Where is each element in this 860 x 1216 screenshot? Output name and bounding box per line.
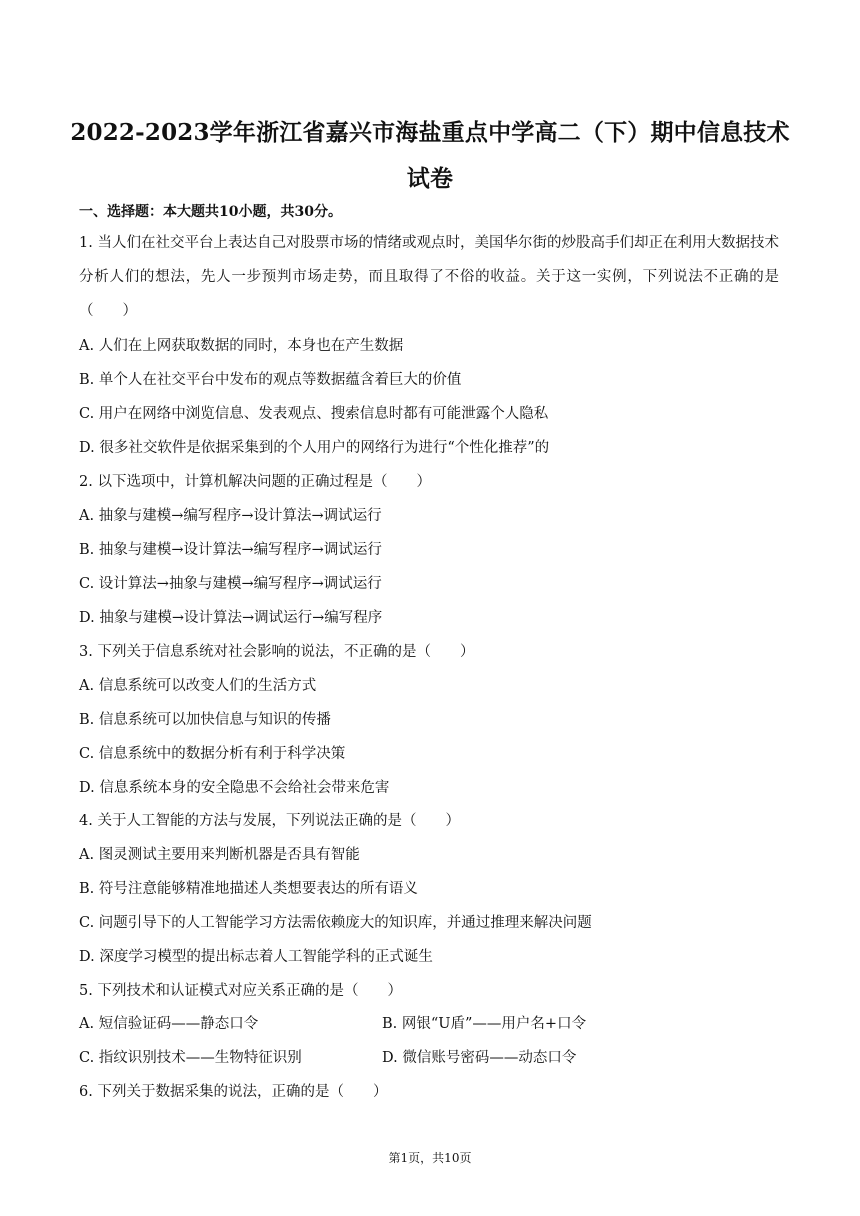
question-2-option-b[interactable]: B. 抽象与建模→设计算法→编写程序→调试运行 [79, 542, 382, 558]
question-4-option-d[interactable]: D. 深度学习模型的提出标志着人工智能学科的正式诞生 [79, 949, 433, 965]
question-5-stem: 5. 下列技术和认证模式对应关系正确的是（ ） [79, 983, 402, 999]
question-3-stem: 3. 下列关于信息系统对社会影响的说法，不正确的是（ ） [79, 644, 475, 660]
question-4-option-b[interactable]: B. 符号注意能够精准地描述人类想要表达的所有语义 [79, 881, 418, 897]
question-5-option-b[interactable]: B. 网银“U盾”——用户名+口令 [382, 1016, 587, 1032]
section-heading: 一、选择题：本大题共10小题，共30分。 [79, 204, 342, 220]
question-1-option-d[interactable]: D. 很多社交软件是依据采集到的个人用户的网络行为进行“个性化推荐”的 [79, 440, 550, 456]
question-1-option-a[interactable]: A. 人们在上网获取数据的同时，本身也在产生数据 [79, 338, 404, 354]
question-2-option-d[interactable]: D. 抽象与建模→设计算法→调试运行→编写程序 [79, 610, 383, 626]
question-3-option-d[interactable]: D. 信息系统本身的安全隐患不会给社会带来危害 [79, 780, 390, 796]
question-4-option-a[interactable]: A. 图灵测试主要用来判断机器是否具有智能 [79, 847, 360, 863]
question-5-option-d[interactable]: D. 微信账号密码——动态口令 [382, 1050, 577, 1066]
question-3-option-a[interactable]: A. 信息系统可以改变人们的生活方式 [79, 678, 317, 694]
question-1-stem: 1. 当人们在社交平台上表达自己对股票市场的情绪或观点时，美国华尔街的炒股高手们却正在利用大数据技术分析人们的想法，先人一步预判市场走势，而且取得了不俗的收益。关于这一实例，下列说法不正确的是（ ） [79, 235, 779, 319]
question-3-option-c[interactable]: C. 信息系统中的数据分析有利于科学决策 [79, 746, 346, 762]
question-6-stem: 6. 下列关于数据采集的说法，正确的是（ ） [79, 1084, 388, 1100]
question-3-option-b[interactable]: B. 信息系统可以加快信息与知识的传播 [79, 712, 331, 728]
question-5-option-a[interactable]: A. 短信验证码——静态口令 [79, 1016, 259, 1032]
question-1-option-b[interactable]: B. 单个人在社交平台中发布的观点等数据蕴含着巨大的价值 [79, 372, 462, 388]
question-2-option-a[interactable]: A. 抽象与建模→编写程序→设计算法→调试运行 [79, 508, 382, 524]
page-title: 2022-2023学年浙江省嘉兴市海盐重点中学高二（下）期中信息技术试卷 [70, 119, 790, 192]
question-2-option-c[interactable]: C. 设计算法→抽象与建模→编写程序→调试运行 [79, 576, 382, 592]
question-4-stem: 4. 关于人工智能的方法与发展，下列说法正确的是（ ） [79, 813, 460, 829]
question-2-stem: 2. 以下选项中，计算机解决问题的正确过程是（ ） [79, 474, 431, 490]
question-4-option-c[interactable]: C. 问题引导下的人工智能学习方法需依赖庞大的知识库，并通过推理来解决问题 [79, 915, 592, 931]
page-footer: 第1页，共10页 [388, 1151, 472, 1165]
question-5-option-c[interactable]: C. 指纹识别技术——生物特征识别 [79, 1050, 302, 1066]
question-1-option-c[interactable]: C. 用户在网络中浏览信息、发表观点、搜索信息时都有可能泄露个人隐私 [79, 406, 549, 422]
